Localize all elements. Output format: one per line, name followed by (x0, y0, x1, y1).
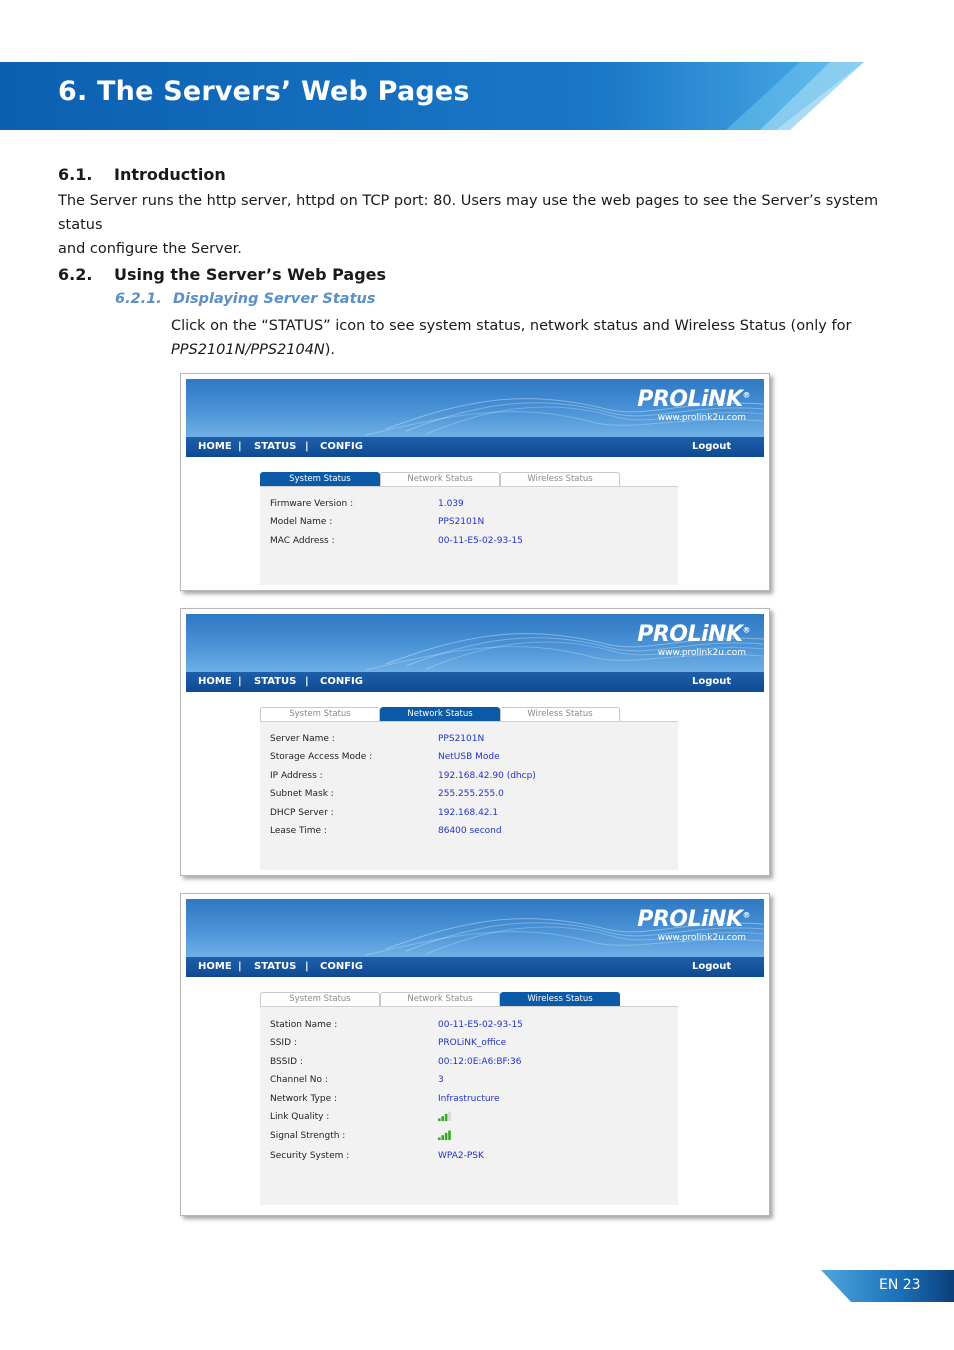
nav-home[interactable]: HOME (198, 676, 232, 687)
screenshot-system-status (180, 373, 770, 591)
web-page (186, 899, 764, 1210)
subsection-number: 6.2.1. (115, 291, 162, 307)
tab-wireless-status[interactable]: Wireless Status (500, 992, 620, 1006)
row-label: Security System : (270, 1151, 350, 1161)
nav-config[interactable]: CONFIG (320, 441, 363, 452)
screenshot-network-status (180, 608, 770, 876)
row-label: Station Name : (270, 1020, 338, 1030)
nav-config[interactable]: CONFIG (320, 961, 363, 972)
section-number: 6.1. (58, 165, 93, 184)
section-number: 6.2. (58, 265, 93, 284)
row-value: 00-11-E5-02-93-15 (438, 536, 523, 546)
status-line-1: Click on the “STATUS” icon to see system status, network status and Wireless Status (only for (171, 318, 852, 334)
page-header (186, 899, 764, 957)
tab-system-status[interactable]: System Status (260, 707, 380, 721)
nav-logout[interactable]: Logout (692, 961, 732, 972)
row-label: SSID : (270, 1038, 297, 1048)
signal-bar (445, 1133, 448, 1140)
row-value: 255.255.255.0 (438, 789, 504, 799)
row-value: 00-11-E5-02-93-15 (438, 1020, 523, 1030)
row-value: 1.039 (438, 499, 464, 509)
site-url: www.prolink2u.com (657, 933, 746, 943)
nav-logout[interactable]: Logout (692, 676, 732, 687)
model-names: PPS2101N/PPS2104N (171, 342, 325, 358)
status-panel (260, 487, 678, 585)
row-label: Channel No : (270, 1075, 328, 1085)
row-value: 192.168.42.90 (dhcp) (438, 771, 536, 781)
signal-strength-icon (438, 1130, 452, 1140)
signal-bar (445, 1114, 448, 1121)
row-label: Lease Time : (270, 826, 327, 836)
intro-paragraph (58, 189, 898, 261)
status-line-2-end: ). (324, 342, 336, 358)
section-heading-introduction (58, 165, 226, 184)
nav-bar (186, 437, 764, 457)
status-paragraph (171, 314, 861, 362)
status-tabs (260, 707, 622, 721)
tab-system-status[interactable]: System Status (260, 472, 380, 486)
section-title: Using the Server’s Web Pages (114, 265, 387, 284)
row-label: Network Type : (270, 1094, 338, 1104)
nav-bar (186, 957, 764, 977)
nav-logout[interactable]: Logout (692, 441, 732, 452)
row-label: Storage Access Mode : (270, 752, 373, 762)
row-value: 192.168.42.1 (438, 808, 499, 818)
row-value: PPS2101N (438, 517, 485, 527)
row-label: Signal Strength : (270, 1131, 346, 1141)
nav-separator: | (305, 676, 309, 687)
status-panel (260, 1007, 678, 1205)
row-value: 00:12:0E:A6:BF:36 (438, 1057, 522, 1067)
status-panel (260, 722, 678, 870)
row-label: MAC Address : (270, 536, 335, 546)
tab-wireless-status[interactable]: Wireless Status (500, 707, 620, 721)
status-tabs (260, 472, 622, 486)
page-header (186, 614, 764, 672)
page-number: EN 23 (879, 1277, 921, 1293)
chapter-banner (0, 62, 954, 130)
nav-home[interactable]: HOME (198, 441, 232, 452)
row-value: NetUSB Mode (438, 752, 500, 762)
signal-bar (441, 1135, 444, 1140)
row-value: PROLiNK_office (438, 1038, 507, 1048)
row-label: BSSID : (270, 1057, 303, 1067)
nav-bar (186, 672, 764, 692)
intro-line-1: The Server runs the http server, httpd on TCP port: 80. Users may use the web pages to see the Server’s system status (58, 193, 879, 233)
row-label: IP Address : (270, 771, 323, 781)
row-label: DHCP Server : (270, 808, 334, 818)
site-url: www.prolink2u.com (657, 648, 746, 658)
row-label: Model Name : (270, 517, 333, 527)
signal-bar (438, 1119, 441, 1122)
tab-network-status[interactable]: Network Status (380, 472, 500, 486)
tab-network-status[interactable]: Network Status (380, 707, 500, 721)
prolink-logo: PROLiNK® (637, 622, 750, 647)
row-value: 3 (438, 1075, 444, 1085)
nav-separator: | (305, 961, 309, 972)
row-value: PPS2101N (438, 734, 485, 744)
nav-status[interactable]: STATUS (254, 676, 297, 687)
nav-status[interactable]: STATUS (254, 961, 297, 972)
subsection-heading (115, 291, 375, 307)
page-number-tag (821, 1270, 954, 1302)
status-line-2 (171, 338, 861, 362)
row-label: Server Name : (270, 734, 335, 744)
web-page (186, 614, 764, 870)
site-url: www.prolink2u.com (657, 413, 746, 423)
prolink-logo: PROLiNK® (637, 387, 750, 412)
chapter-title: 6. The Servers’ Web Pages (58, 76, 470, 107)
link-quality-icon (438, 1111, 452, 1121)
section-title: Introduction (114, 165, 226, 184)
row-label: Firmware Version : (270, 499, 354, 509)
tab-network-status[interactable]: Network Status (380, 992, 500, 1006)
signal-bar (438, 1138, 441, 1141)
nav-separator: | (238, 676, 242, 687)
row-label: Link Quality : (270, 1112, 330, 1122)
subsection-title: Displaying Server Status (173, 291, 376, 307)
signal-bar (441, 1116, 444, 1121)
web-page (186, 379, 764, 585)
row-label: Subnet Mask : (270, 789, 334, 799)
signal-bar (448, 1131, 451, 1140)
page-header (186, 379, 764, 437)
section-heading-web-pages (58, 265, 386, 284)
nav-separator: | (305, 441, 309, 452)
row-value: WPA2-PSK (438, 1151, 484, 1161)
intro-line-2: and configure the Server. (58, 241, 242, 257)
row-value: Infrastructure (438, 1094, 500, 1104)
row-value: 86400 second (438, 826, 502, 836)
nav-home[interactable]: HOME (198, 961, 232, 972)
tab-wireless-status[interactable]: Wireless Status (500, 472, 620, 486)
nav-separator: | (238, 441, 242, 452)
nav-status[interactable]: STATUS (254, 441, 297, 452)
prolink-logo: PROLiNK® (637, 907, 750, 932)
signal-bar (448, 1112, 451, 1121)
status-tabs (260, 992, 622, 1006)
tab-system-status[interactable]: System Status (260, 992, 380, 1006)
nav-config[interactable]: CONFIG (320, 676, 363, 687)
screenshot-wireless-status (180, 893, 770, 1216)
nav-separator: | (238, 961, 242, 972)
